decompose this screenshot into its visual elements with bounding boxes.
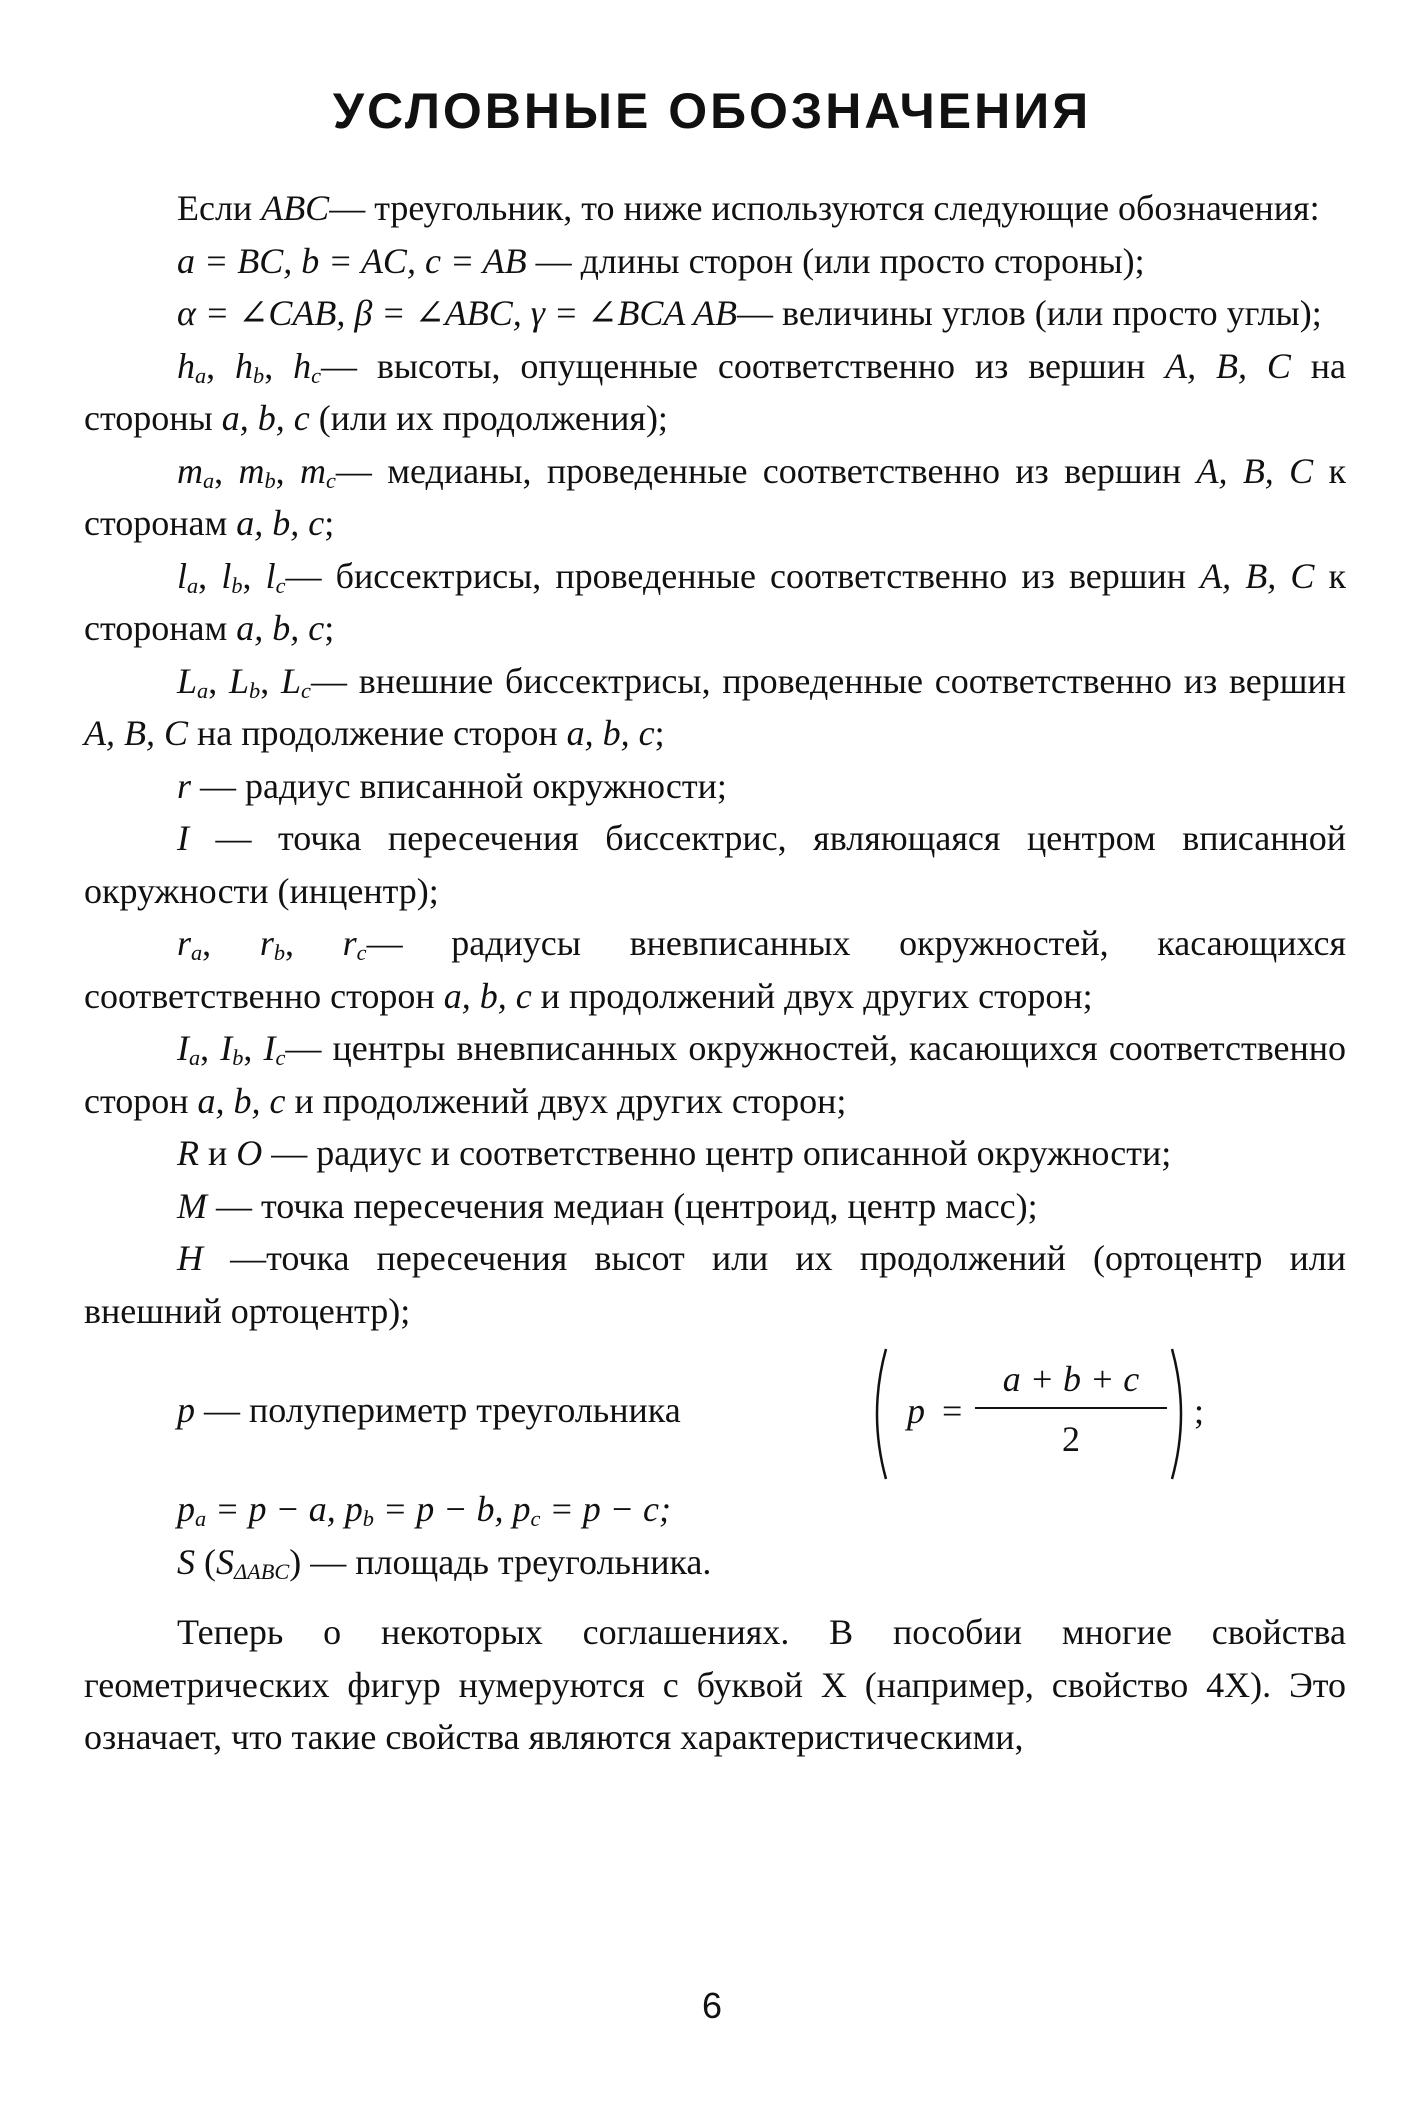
notation-list [84,182,1346,1764]
notation-exradii: $r_a$, $r_b$, $r_c—$ радиусы вневписанных окружностей, касающихся соответственно сторон a, b, c и продолжений двух других сторон; [84,923,1347,1016]
notation-sides: a = BC, b = AC, c = AB — длины сторон (или просто стороны); [177,240,1145,281]
intro-paragraph: Если ABC— треугольник, то ниже используются следующие обозначения: [177,188,1320,228]
fraction-denominator: 2 [1062,1419,1080,1459]
notation-semiperimeter [84,1345,1346,1483]
notation-external-bisectors: $L_a$, $L_b$, $L_c—$ внешние биссектрисы, проведенные соответственно из вершин A, B, C на продолжение сторон a, b, c; [84,660,1347,753]
fraction-bar [975,1407,1167,1409]
formula-equals: = [942,1391,963,1431]
notation-p-differences: $p_a = p - a$, $p_b = p - b$, $p_c = p - c$; [177,1489,671,1531]
semiperimeter-label: p — полупериметр треугольника [177,1390,681,1430]
formula-fraction [975,1359,1167,1459]
notation-bisectors: $l_a$, $l_b$, $l_c—$ биссектрисы, проведенные соответственно из вершин A, B, C к сторонам a, b, c; [84,555,1347,648]
notation-angles: α = ∠CAB, β = ∠ABC, γ = ∠BCA AB— величины углов (или просто углы); [177,293,1322,333]
notation-excenters: $I_a$, $I_b$, $I_c—$ центры вневписанных окружностей, касающихся соответственно сторон a, b, c и продолжений двух других сторон; [84,1028,1347,1121]
notation-heights: $h_a$, $h_b$, $h_c—$ высоты, опущенные соответственно из вершин A, B, C на стороны a, b, c (или их продолжения); [84,345,1347,438]
right-parenthesis [1168,1345,1192,1483]
conventions-paragraph: Теперь о некоторых соглашениях. В пособии многие свойства геометрических фигур нумеруются с буквой X (например, свойство 4X). Это означает, что такие свойства являются характеристическими, [84,1612,1346,1757]
fraction-numerator: a + b + c [1002,1359,1140,1399]
notation-medians: $m_a$, $m_b$, $m_c—$ медианы, проведенные соответственно из вершин A, B, C к сторонам a, b, c; [84,450,1346,543]
page-title: УСЛОВНЫЕ ОБОЗНАЧЕНИЯ [332,83,1092,139]
notation-inradius: r — радиус вписанной окружности; [177,765,727,806]
notation-orthocenter: H —точка пересечения высот или их продолжений (ортоцентр или внешний ортоцентр); [84,1238,1346,1331]
page-number: 6 [701,1985,723,2026]
notation-incenter: I — точка пересечения биссектрис, являющаяся центром вписанной окружности (инцентр); [84,818,1346,911]
formula-semicolon: ; [1194,1391,1205,1431]
notation-area: S $(S_{\Delta ABC})$ — площадь треугольника. [177,1541,712,1584]
notation-circumcircle: R и O — радиус и соответственно центр описанной окружности; [177,1133,1172,1173]
left-parenthesis [866,1345,890,1483]
formula-lhs: p [907,1391,925,1431]
notation-centroid: M — точка пересечения медиан (центроид, центр масс); [177,1185,1038,1226]
